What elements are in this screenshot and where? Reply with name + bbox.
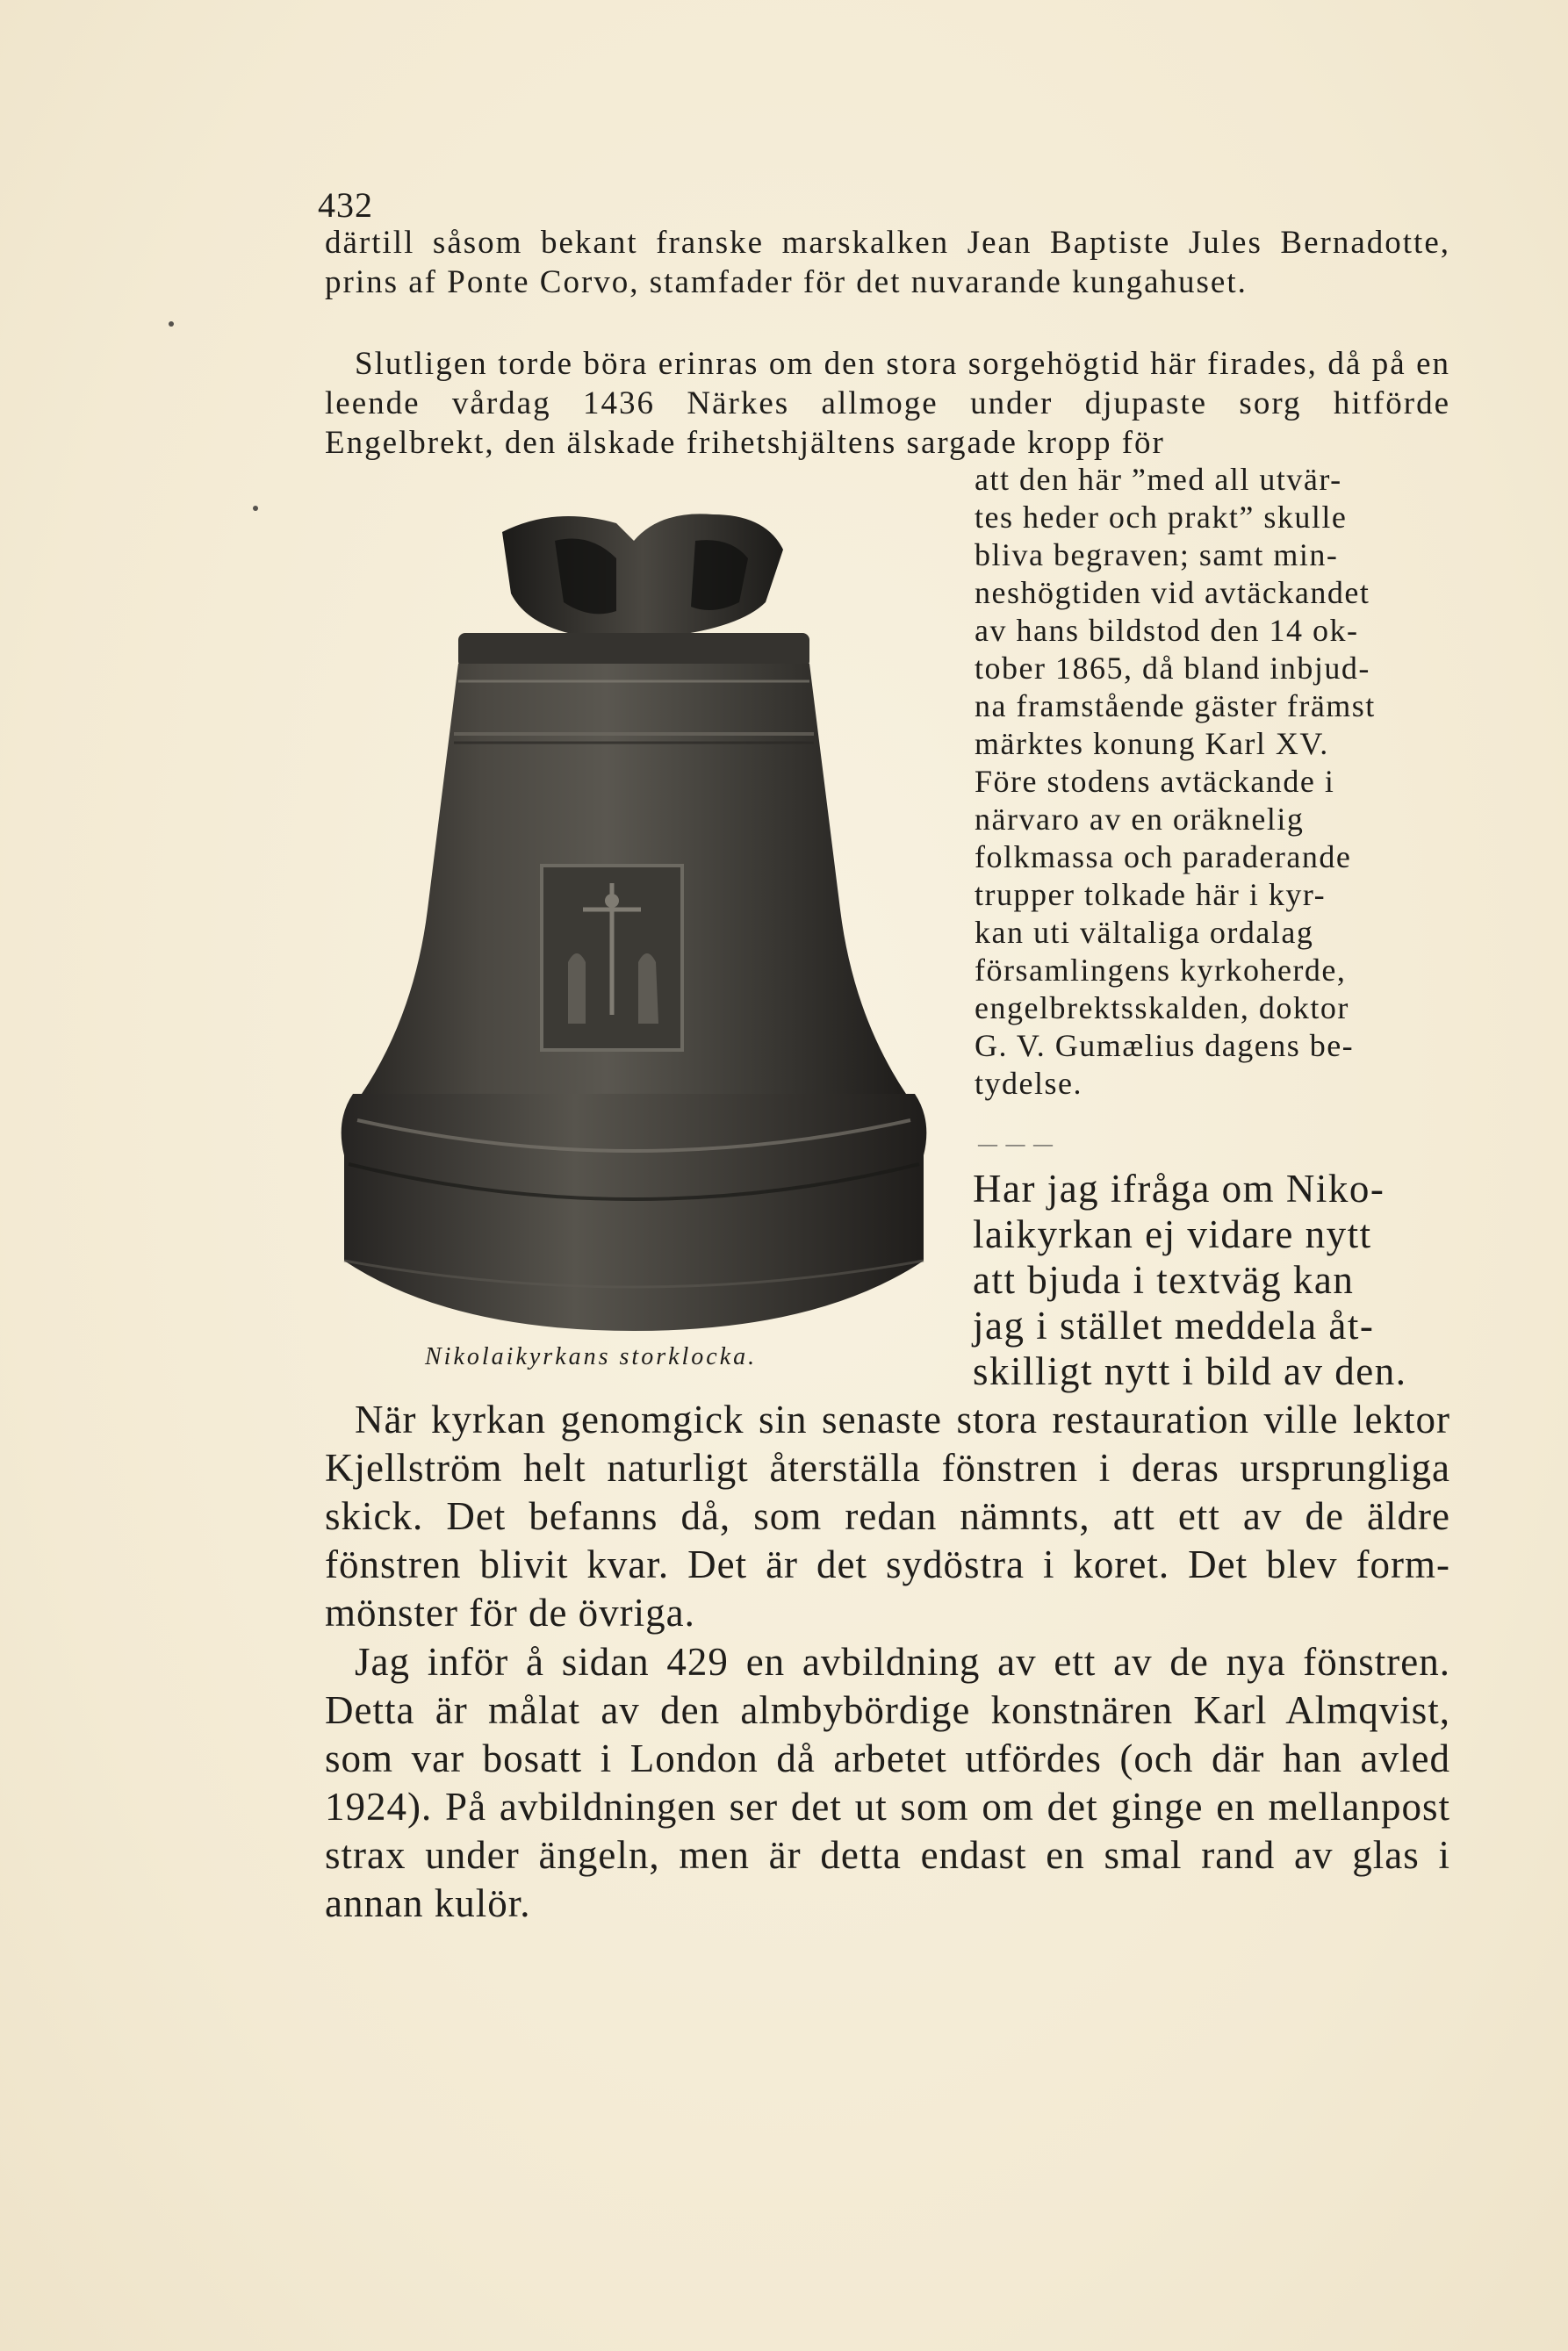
paragraph-avbildning: Jag inför å sidan 429 en avbildning av ett av de nya fönstren. Detta är målat av den almbybördige konstnären Karl Almqvist, som var bosatt i London då arbetet utfördes (och där han avled 1924). På avbildningen ser det ut som om det ginge en mellanpost strax under ängeln, men är detta endast en smal rand av glas i annan kulör. <box>325 1640 1450 1925</box>
text-line: tober 1865, då bland inbjud- <box>975 651 1370 686</box>
text-line: av hans bildstod den 14 ok- <box>975 613 1359 648</box>
paragraph-continued: därtill såsom bekant franske marskalken Jean Baptiste Jules Bernadotte, prins af Ponte Corvo, stamfader för det nuvarande kungahuset. <box>325 225 1450 300</box>
bell-rim <box>342 1094 927 1331</box>
bell-photograph <box>327 488 941 1357</box>
text-line: skilligt nytt i bild av den. <box>973 1349 1407 1393</box>
text-line: märktes konung Karl XV. <box>975 726 1329 761</box>
text-line: G. V. Gumælius dagens be- <box>975 1028 1355 1063</box>
text-line: tes heder och prakt” skulle <box>975 500 1348 535</box>
page-number: 432 <box>318 185 373 225</box>
paper-speck <box>253 506 258 511</box>
paragraph-restauration: När kyrkan genomgick sin senaste stora restauration ville lektor Kjellström helt naturligt återställa fönstren i deras ursprungliga skick. Det befanns då, som redan nämnts, att ett av de äldre fönstren blivit kvar. Det är det sydöstra i koret. Det blev form-mönster för de övriga. <box>325 1398 1450 1635</box>
text-line: laikyrkan ej vidare nytt <box>973 1212 1372 1256</box>
wrapped-text-column <box>975 461 1440 1103</box>
section-divider: — — — <box>978 1132 1054 1154</box>
figure-caption: Nikolaikyrkans storklocka. <box>425 1343 758 1370</box>
text-line: engelbrektsskalden, doktor <box>975 990 1349 1025</box>
text-line: neshögtiden vid avtäckandet <box>975 575 1370 610</box>
text-line: församlingens kyrkoherde, <box>975 953 1347 988</box>
text-line: kan uti vältaliga ordalag <box>975 915 1314 950</box>
paragraph-nikolaikyrkan-start <box>973 1166 1447 1394</box>
text-line: att bjuda i textväg kan <box>973 1258 1355 1302</box>
text-line: närvaro av en oräknelig <box>975 802 1305 837</box>
text-line: jag i stället meddela åt- <box>973 1304 1375 1348</box>
text-line: att den här ”med all utvär- <box>975 462 1342 497</box>
text-line: folkmassa och paraderande <box>975 839 1352 874</box>
text-line: Före stodens avtäckande i <box>975 764 1335 799</box>
text-line: na framstående gäster främst <box>975 688 1376 723</box>
paper-speck <box>169 321 174 327</box>
paragraph-sorgehogtid: Slutligen torde böra erinras om den stora sorgehögtid här firades, då på en leende vårdag 1436 Närkes allmoge under djupaste sorg hitförde Engelbrekt, den älskade frihetshjältens sargade kropp för <box>325 346 1450 461</box>
text-line: trupper tolkade här i kyr- <box>975 877 1327 912</box>
text-line: Har jag ifråga om Niko- <box>973 1167 1385 1211</box>
text-line: tydelse. <box>975 1066 1082 1101</box>
text-line: bliva begraven; samt min- <box>975 537 1339 572</box>
